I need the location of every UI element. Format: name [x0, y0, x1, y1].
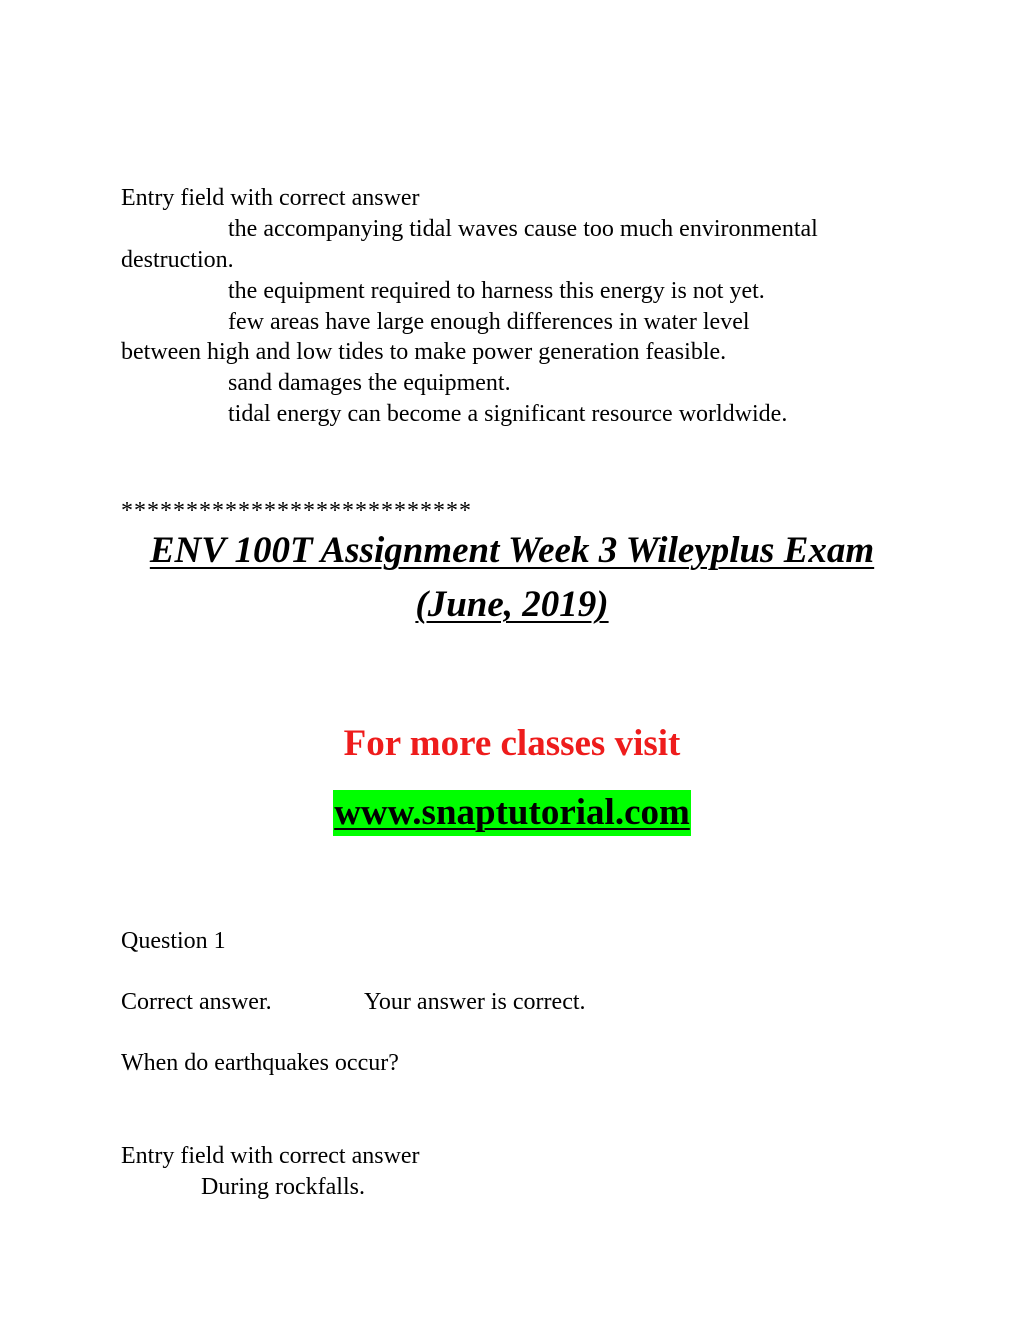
promo-text: For more classes visit [343, 723, 681, 764]
answer-option-3-line-2: between high and low tides to make power generation feasible. [121, 339, 727, 365]
question-label: Question 1 [121, 928, 226, 954]
page-title-line-1: ENV 100T Assignment Week 3 Wileyplus Exam [149, 530, 875, 571]
page-title-line-2: (June, 2019) [415, 584, 609, 625]
separator-stars: *************************** [121, 498, 472, 524]
answer-option-4: sand damages the equipment. [228, 370, 511, 396]
answer-option-1-line-2: destruction. [121, 247, 234, 273]
answer-option-1-line-1: the accompanying tidal waves cause too much environmental [228, 216, 818, 242]
entry-field-heading: Entry field with correct answer [121, 185, 420, 211]
promo-url-wrapper [0, 790, 1024, 836]
promo-url-link[interactable]: www.snaptutorial.com [333, 790, 691, 836]
correct-answer-status: Your answer is correct. [364, 989, 586, 1015]
answer-option-rockfalls: During rockfalls. [201, 1174, 365, 1200]
correct-answer-label: Correct answer. [121, 989, 272, 1015]
answer-option-2: the equipment required to harness this energy is not yet. [228, 278, 765, 304]
question-prompt: When do earthquakes occur? [121, 1050, 399, 1076]
entry-field-heading-2: Entry field with correct answer [121, 1143, 420, 1169]
answer-option-5: tidal energy can become a significant resource worldwide. [228, 401, 788, 427]
answer-option-3-line-1: few areas have large enough differences in water level [228, 309, 750, 335]
